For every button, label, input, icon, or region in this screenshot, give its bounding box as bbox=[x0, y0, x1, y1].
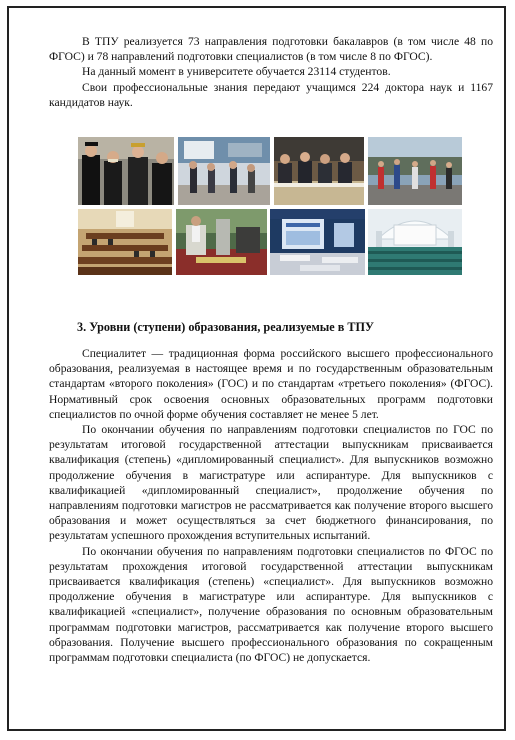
photo-laboratory bbox=[176, 209, 267, 275]
intro-paragraph-1: В ТПУ реализуется 73 направления подготовки бакалавров (в том числе 48 по ФГОС) и 78 направлений подготовки специалистов (в том числе 8 по ФГОС). bbox=[49, 35, 493, 64]
photo-theatre-hall bbox=[368, 209, 462, 275]
intro-paragraph-3: Свои профессиональные знания передают учащимся 224 доктора наук и 1167 кандидатов наук. bbox=[49, 80, 493, 109]
section-heading: 3. Уровни (ступени) образования, реализуемые в ТПУ bbox=[77, 320, 374, 334]
photo-ceremony-gowns bbox=[78, 137, 174, 205]
intro-paragraph-2: На данный момент в университете обучается 23114 студентов. bbox=[82, 65, 391, 79]
section-paragraph-1: Специалитет — традиционная форма российского высшего профессионального образования, реализуемая в настоящее время и по государственным образовательным стандартам «второго поколения» (ГОС) и по стандартам «третьего поколения» (ФГОС). Нормативный срок освоения основных образовательных программ подготовки специалистов по очной форме обучения составляет не менее 5 лет. bbox=[49, 347, 493, 421]
photo-lecture-hall bbox=[78, 209, 172, 275]
intro-text bbox=[49, 34, 493, 110]
section-paragraph-3: По окончании обучения по направлениям подготовки специалистов по ФГОС по результатам прохождения итоговой государственной аттестации выпускникам присваивается квалификация (степень) «специалист». Для выпускников возможно продолжение обучения в магистратуре или аспирантуре. Для выпускников с квалификацией «специалист», получение образования по основным образовательным программам подготовки магистров, рассматривается как получение второго высшего образования. Получение высшего профессионального образования по сокращенным программам подготовки специалиста (по ФГОС) не допускается. bbox=[49, 544, 493, 665]
photo-marathon-runners bbox=[368, 137, 462, 205]
section-paragraph-2: По окончании обучения по направлениям подготовки специалистов по ГОС по результатам итоговой государственной аттестации выпускникам присваивается квалификация (степень) «дипломированный специалист». Для выпускников возможно продолжение обучения в магистратуре или аспирантуре. Для выпускников с квалификацией «дипломированный специалист», продолжение обучения по направлениям подготовки магистров не рассматривается как получение второго высшего образования и может осуществляться за счет бюджетного финансирования, по результатам успешного прохождения вступительных испытаний. bbox=[49, 423, 493, 543]
section-body bbox=[49, 346, 493, 665]
photo-exhibition-hall bbox=[178, 137, 270, 205]
photo-conference-table bbox=[274, 137, 364, 205]
photo-presentation-screen bbox=[270, 209, 365, 275]
